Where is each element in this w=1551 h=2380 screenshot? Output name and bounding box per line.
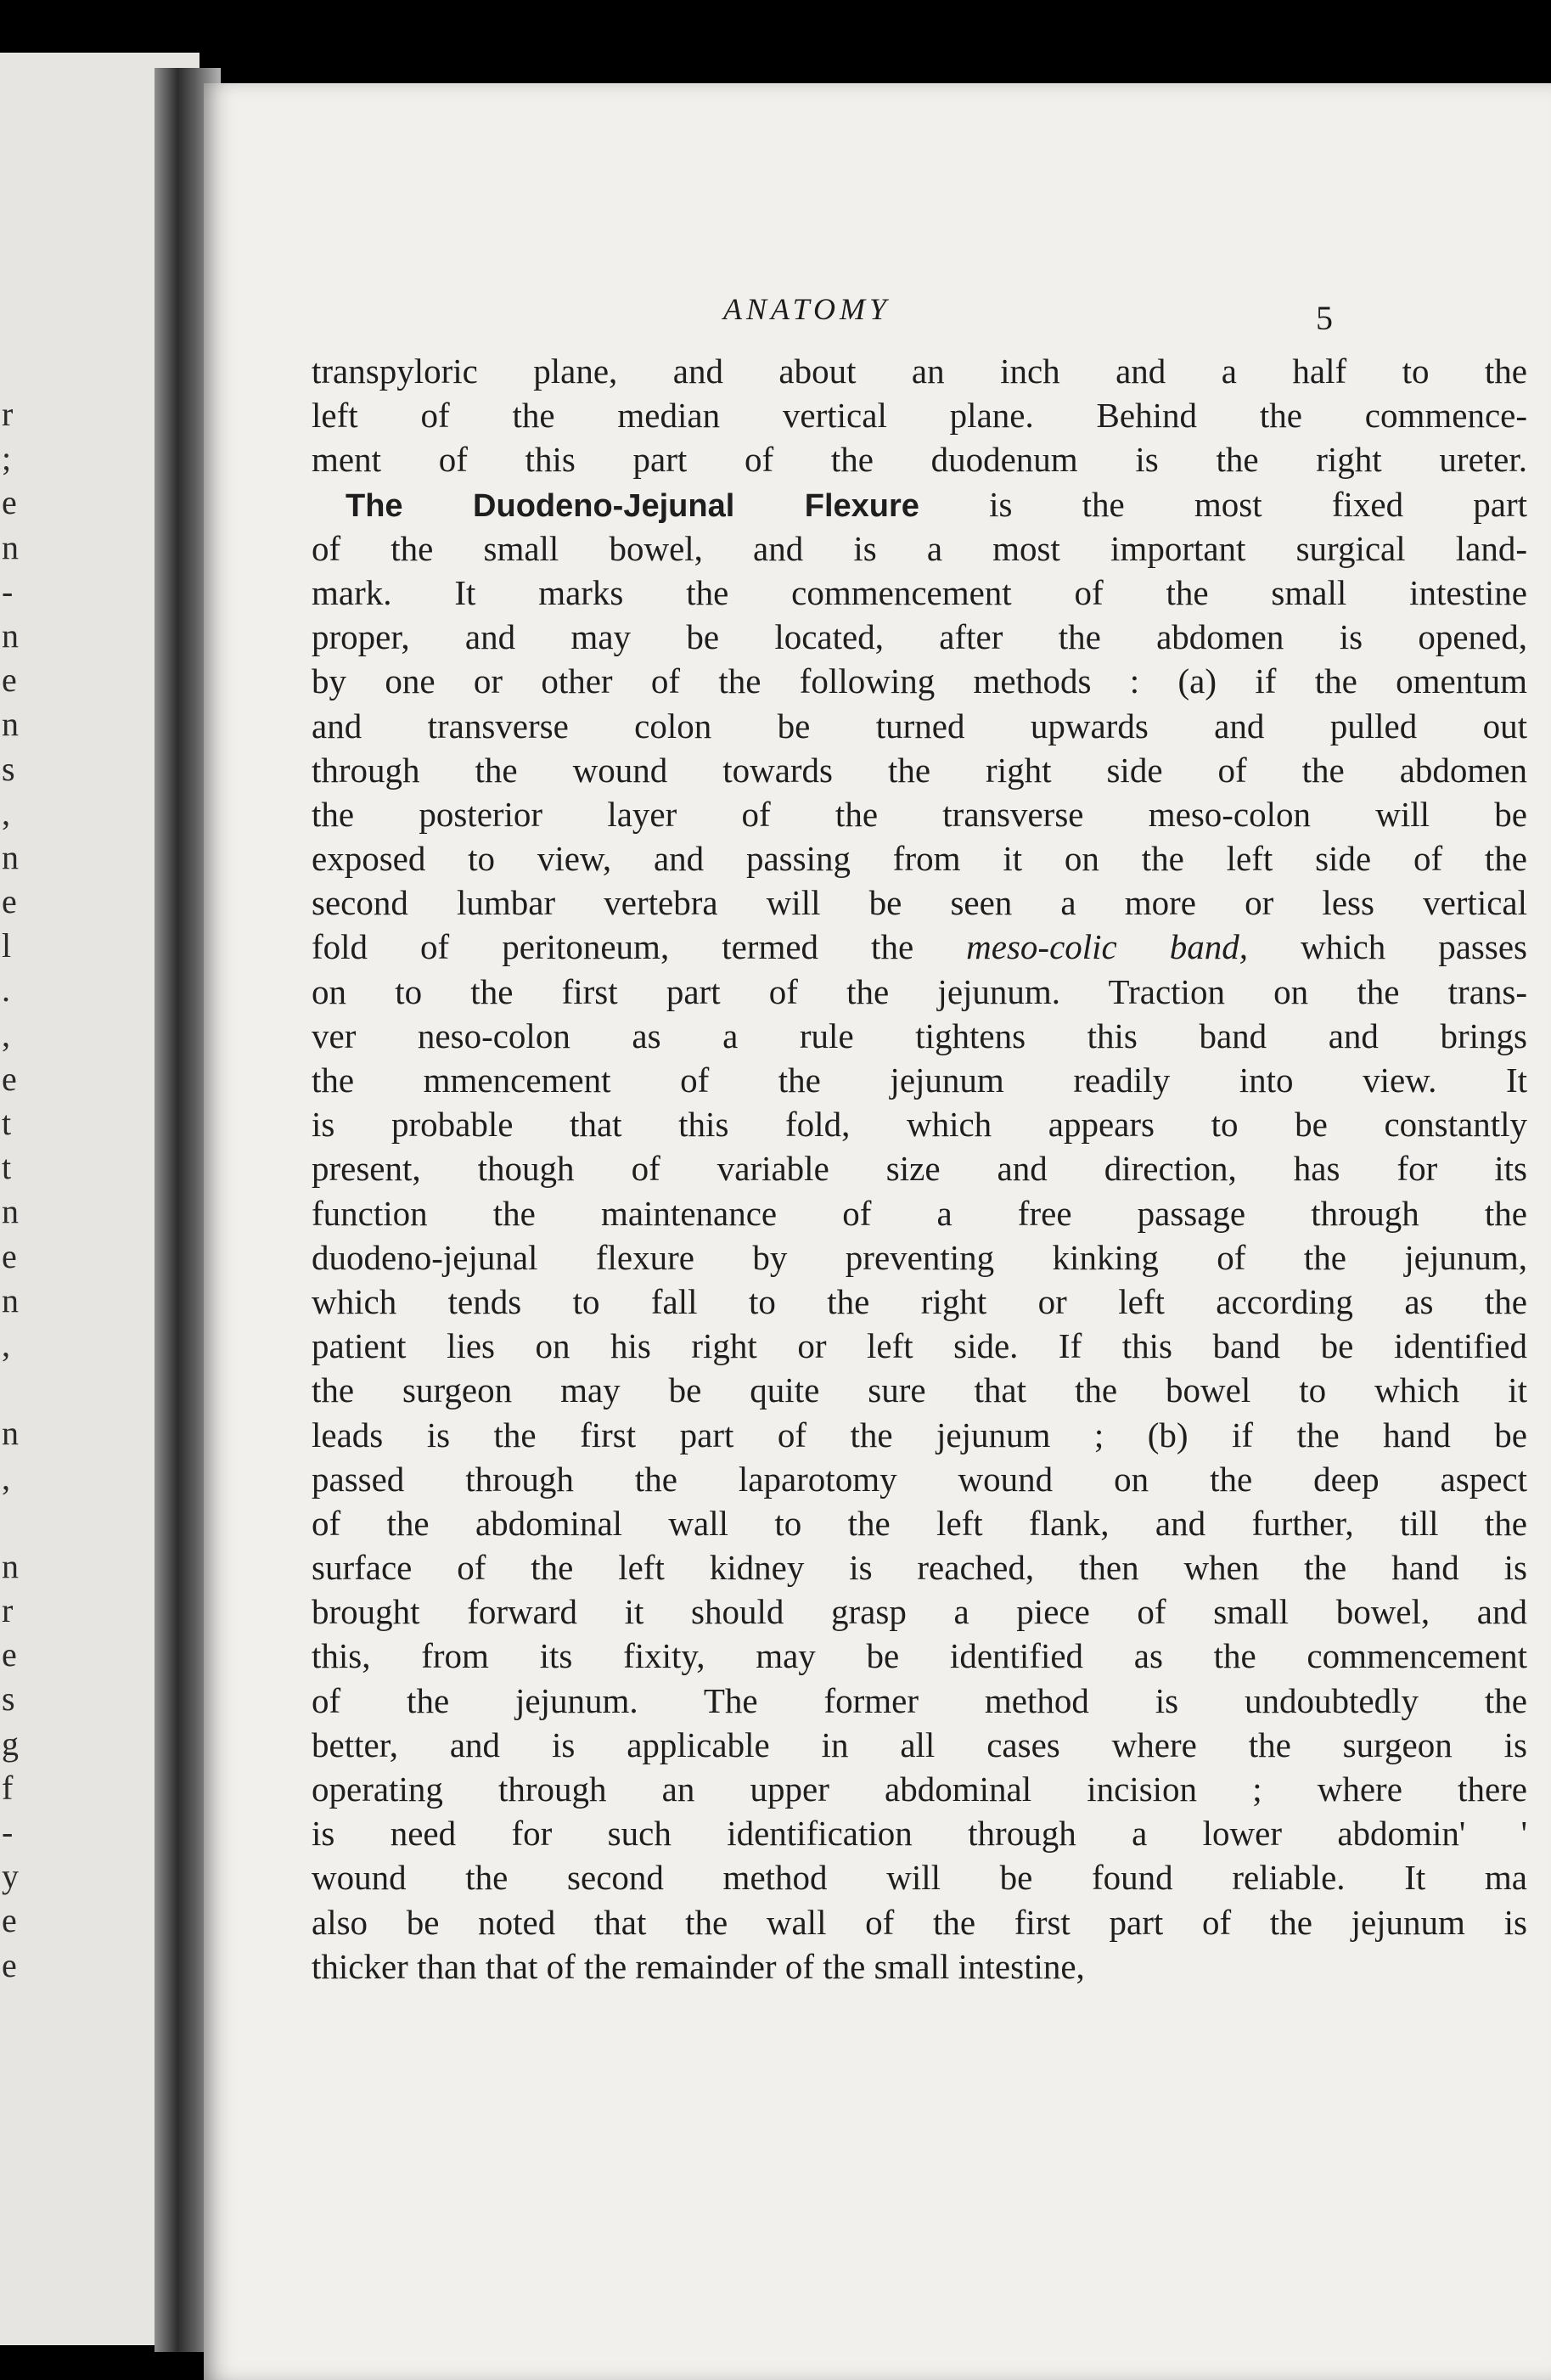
facing-fragment: t — [2, 1104, 12, 1142]
facing-fragment: , — [2, 1015, 10, 1054]
facing-fragment: t — [2, 1148, 12, 1187]
text-line: exposed to view, and passing from it on the left side of the — [312, 839, 1527, 879]
facing-fragment: , — [2, 1325, 10, 1364]
facing-fragment: n — [2, 1414, 19, 1453]
italic-term: meso-colic band, — [966, 927, 1249, 967]
text-line: duodeno-jejunal flexure by preventing kinking of the jejunum, — [312, 1237, 1527, 1277]
text-line: surface of the left kidney is reached, then when the hand is — [312, 1548, 1527, 1588]
facing-fragment: n — [2, 1546, 19, 1585]
text-line: wound the second method will be found reliable. It ma — [312, 1858, 1527, 1898]
facing-fragment: , — [2, 1458, 10, 1497]
text-line: on to the first part of the jejunum. Traction on the trans- — [312, 971, 1527, 1011]
text-line: brought forward it should grasp a piece of small bowel, and — [312, 1592, 1527, 1632]
text-line: also be noted that the wall of the first part of the jejunum is — [312, 1902, 1527, 1942]
facing-fragment: e — [2, 661, 17, 700]
text-line: the mmencement of the jejunum readily into view. It — [312, 1061, 1527, 1100]
text-line: this, from its fixity, may be identified as the commencement — [312, 1636, 1527, 1676]
facing-fragment: f — [2, 1768, 14, 1807]
facing-fragment: e — [2, 483, 17, 522]
body-text — [312, 349, 1527, 1989]
facing-fragment: e — [2, 1635, 17, 1674]
facing-fragment: n — [2, 1280, 19, 1319]
facing-fragment: r — [2, 1591, 14, 1630]
text-run: is the most fixed part — [919, 484, 1527, 524]
text-line: transpyloric plane, and about an inch and a half to the — [312, 352, 1527, 391]
text-line: of the small bowel, and is a most important surgical land- — [312, 528, 1527, 568]
text-line: and transverse colon be turned upwards and pulled out — [312, 706, 1527, 746]
text-run: fold of peritoneum, termed the — [312, 927, 967, 967]
text-line: ver neso-colon as a rule tightens this band and brings — [312, 1016, 1527, 1055]
facing-fragment: n — [2, 705, 19, 744]
text-line — [312, 925, 1527, 969]
text-line: proper, and may be located, after the abdomen is opened, — [312, 617, 1527, 657]
facing-fragment: - — [2, 571, 14, 610]
facing-fragment: n — [2, 837, 19, 876]
facing-fragment: r — [2, 395, 14, 433]
facing-fragment: s — [2, 1680, 15, 1719]
facing-fragment: - — [2, 1813, 14, 1852]
text-line: which tends to fall to the right or left according as the — [312, 1281, 1527, 1321]
text-line: of the jejunum. The former method is undoubtedly the — [312, 1680, 1527, 1720]
text-run: which passes — [1248, 927, 1527, 967]
text-line — [312, 482, 1527, 526]
text-line: left of the median vertical plane. Behind the commence- — [312, 396, 1527, 436]
page-number: 5 — [1316, 299, 1333, 337]
text-line: present, though of variable size and direction, has for its — [312, 1149, 1527, 1189]
facing-fragment: y — [2, 1857, 19, 1896]
page-header — [204, 291, 1551, 351]
text-line: of the abdominal wall to the left flank, and further, till the — [312, 1503, 1527, 1543]
text-line: mark. It marks the commencement of the small intestine — [312, 572, 1527, 612]
facing-fragment: . — [2, 971, 10, 1010]
text-line: passed through the laparotomy wound on the deep aspect — [312, 1459, 1527, 1499]
text-line: the surgeon may be quite sure that the bowel to which it — [312, 1370, 1527, 1410]
text-line: through the wound towards the right side of the abdomen — [312, 750, 1527, 790]
facing-fragment: s — [2, 749, 15, 788]
section-heading: The Duodeno-Jejunal Flexure — [346, 487, 919, 524]
text-line: ment of this part of the duodenum is the right ureter. — [312, 440, 1527, 480]
facing-fragment: n — [2, 616, 19, 655]
facing-fragment: ; — [2, 439, 12, 478]
text-line: thicker than that of the remainder of the small intestine, — [312, 1946, 1085, 1986]
text-line: function the maintenance of a free passage through the — [312, 1193, 1527, 1233]
facing-fragment: e — [2, 1945, 17, 1984]
book-page — [204, 83, 1551, 2380]
running-head: ANATOMY — [723, 292, 891, 326]
facing-fragment: e — [2, 1901, 17, 1940]
facing-page-fragments — [0, 392, 25, 1988]
text-line: is probable that this fold, which appears to be constantly — [312, 1105, 1527, 1145]
facing-fragment: g — [2, 1724, 19, 1763]
text-line: the posterior layer of the transverse meso-colon will be — [312, 794, 1527, 834]
text-line: better, and is applicable in all cases where the surgeon is — [312, 1725, 1527, 1764]
facing-fragment: n — [2, 1192, 19, 1231]
text-line: by one or other of the following methods : (a) if the omentum — [312, 661, 1527, 701]
text-line: leads is the first part of the jejunum ; (b) if the hand be — [312, 1415, 1527, 1454]
text-line: is need for such identification through a lower abdomin' ' — [312, 1814, 1527, 1854]
facing-fragment: n — [2, 527, 19, 566]
facing-fragment: e — [2, 1059, 17, 1098]
facing-fragment: , — [2, 793, 10, 832]
text-line: patient lies on his right or left side. If this band be identified — [312, 1326, 1527, 1366]
facing-fragment: e — [2, 1236, 17, 1275]
facing-fragment: l — [2, 926, 12, 965]
text-line: second lumbar vertebra will be seen a more or less vertical — [312, 883, 1527, 923]
facing-fragment: e — [2, 882, 17, 921]
text-line: operating through an upper abdominal incision ; where there — [312, 1770, 1527, 1809]
